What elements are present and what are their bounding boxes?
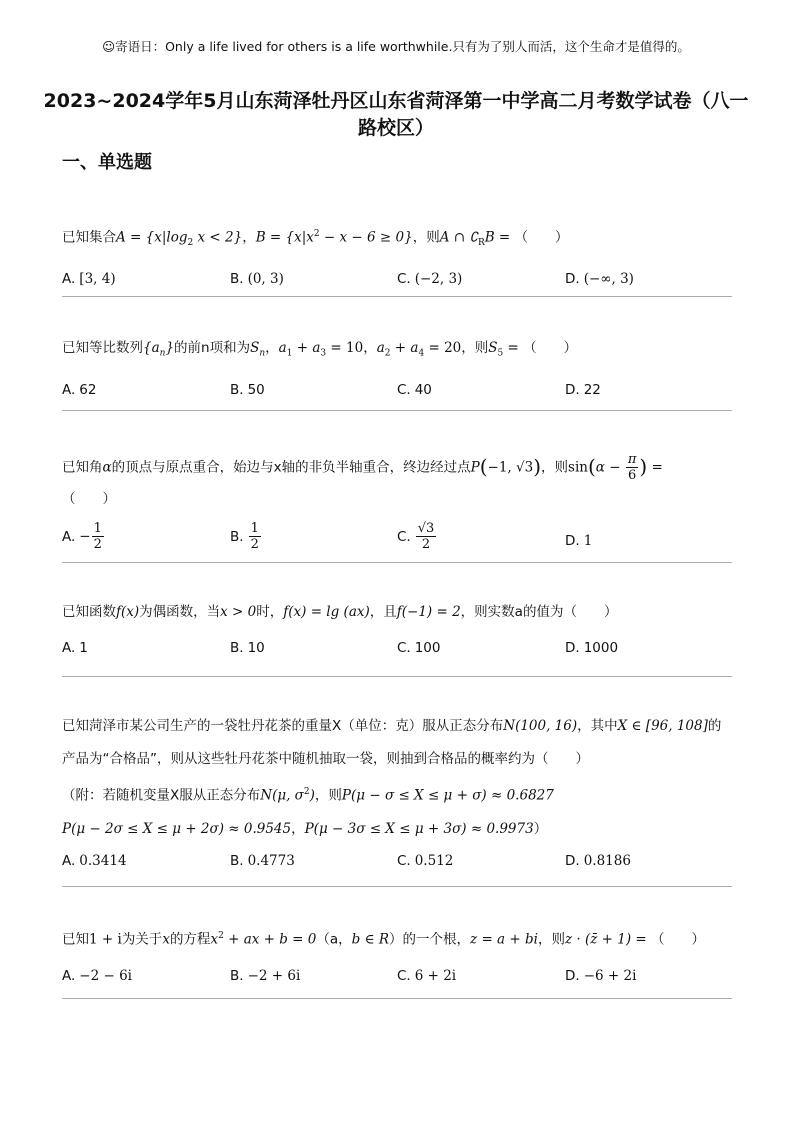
q3-math: )	[533, 454, 542, 479]
option-label: C.	[397, 528, 411, 545]
q4-text: ，则实数a的值为	[460, 604, 564, 620]
option-value: (0, 3)	[247, 271, 284, 288]
q3-math: =	[647, 459, 663, 476]
q5-text: ）	[533, 820, 548, 837]
q2-math: S	[250, 340, 260, 356]
question-1	[62, 224, 734, 291]
q2-math: {a	[143, 340, 160, 356]
q2-math: 4	[418, 348, 425, 359]
option-value: 1	[583, 533, 593, 549]
option-value: [3, 4)	[79, 271, 116, 288]
option-label: B.	[230, 381, 244, 398]
q5-math: P(μ − σ ≤ X ≤ μ + σ) ≈ 0.6827	[341, 787, 554, 804]
q2-text: ，则	[461, 340, 489, 356]
option-value: −2 + 6i	[247, 967, 301, 984]
option-label: B.	[230, 271, 244, 288]
q2-math: + a	[292, 340, 321, 356]
q5-math: X ∈ [96, 108]	[617, 718, 708, 734]
option-value: 0.4773	[247, 852, 295, 869]
q6-math: 1 + i	[89, 931, 122, 948]
q3-math: α	[102, 459, 112, 476]
option-label: A.	[62, 640, 76, 656]
q4-math: f(−1) = 2	[396, 604, 461, 620]
option-d[interactable]	[565, 269, 634, 289]
option-value: 0.8186	[583, 852, 631, 869]
q2-math: S	[488, 340, 498, 356]
q1-math: − x − 6 ≥ 0}	[319, 229, 413, 246]
q2-math: n	[259, 348, 266, 359]
option-d[interactable]	[565, 638, 618, 658]
question-divider	[62, 998, 732, 999]
q6-math: z = a + bi	[470, 931, 538, 948]
q5-text: ，	[291, 820, 305, 837]
q6-math: 2	[218, 931, 224, 941]
q2-math: 3	[320, 348, 327, 359]
q2-math: =	[503, 340, 524, 356]
q5-math: N(μ, σ	[260, 787, 304, 804]
q3-math: sin	[568, 459, 588, 476]
option-b[interactable]	[230, 966, 300, 986]
option-b[interactable]	[230, 851, 295, 871]
option-value: −6 + 2i	[583, 967, 637, 984]
option-label: D.	[565, 381, 580, 398]
option-a[interactable]	[62, 521, 105, 552]
option-b[interactable]	[230, 638, 265, 658]
option-label: B.	[230, 640, 244, 656]
q4-text: （ ）	[563, 604, 618, 620]
q5-math: 2	[303, 787, 310, 797]
option-value: 22	[583, 381, 601, 398]
option-b[interactable]	[230, 380, 265, 400]
question-6-options	[62, 966, 734, 988]
question-3-options	[62, 517, 734, 551]
option-label: D.	[565, 640, 580, 656]
q2-text: 已知等比数列	[62, 340, 143, 356]
question-1-stem	[62, 224, 734, 253]
question-5-line-3	[62, 782, 734, 806]
option-c[interactable]	[397, 638, 441, 658]
q6-math: x	[210, 931, 219, 948]
q4-math: x > 0	[220, 604, 257, 620]
option-label: C.	[397, 640, 411, 656]
question-divider	[62, 410, 732, 411]
q3-math: π	[627, 452, 637, 467]
option-label: A.	[62, 852, 76, 869]
question-1-options	[62, 269, 734, 291]
q5-math: )	[309, 787, 315, 804]
option-c[interactable]	[397, 966, 456, 986]
q2-math: n	[159, 348, 166, 359]
option-fraction	[92, 521, 104, 552]
option-value: (−2, 3)	[414, 271, 463, 288]
option-value: 1	[79, 640, 88, 656]
option-label: A.	[62, 528, 76, 545]
q3-math: 6	[627, 468, 637, 483]
option-label: B.	[230, 852, 244, 869]
q3-text: ，则	[541, 459, 569, 476]
question-5-line-2	[62, 749, 734, 769]
option-value: 0.3414	[79, 852, 127, 869]
q2-math: }	[165, 340, 175, 356]
q6-math: x	[162, 931, 170, 948]
question-3-stem	[62, 452, 734, 483]
option-label: A.	[62, 967, 76, 984]
question-4-stem	[62, 602, 734, 622]
option-label: A.	[62, 381, 76, 398]
option-fraction	[416, 521, 437, 552]
option-c[interactable]	[397, 269, 462, 289]
option-label: C.	[397, 852, 411, 869]
q6-text: 为关于	[121, 931, 163, 948]
q2-math: + a	[390, 340, 419, 356]
q2-text: （ ）	[523, 340, 578, 356]
option-label: D.	[565, 967, 580, 984]
q2-math: 5	[497, 348, 504, 359]
option-c[interactable]	[397, 851, 453, 871]
option-a[interactable]	[62, 269, 116, 289]
q4-text: 为偶函数，当	[139, 604, 221, 620]
option-value: 40	[414, 381, 432, 398]
q6-math: z · (z̄ + 1) =	[564, 931, 651, 948]
q6-text: 已知	[62, 931, 89, 948]
q6-text: 的方程	[169, 931, 211, 948]
exam-title: 2023~2024学年5月山东菏泽牡丹区山东省菏泽第一中学高二月考数学试卷（八一路校区）	[43, 90, 749, 139]
motto: ☺寄语日：Only a life lived for others is a life worthwhile.只有为了别人而活，这个生命才是值得的。	[102, 39, 690, 54]
option-a[interactable]	[62, 380, 96, 400]
question-6-stem	[62, 926, 734, 950]
q4-text: ，且	[369, 604, 397, 620]
q1-math: A = {x|log	[116, 229, 188, 246]
option-label: D.	[565, 271, 580, 288]
option-d[interactable]	[565, 531, 592, 551]
q6-math: + ax + b = 0	[223, 931, 317, 948]
q4-text: 已知函数	[62, 604, 116, 620]
option-value: (−∞, 3)	[583, 271, 634, 288]
option-d[interactable]	[565, 966, 636, 986]
q5-text: 已知菏泽市某公司生产的一袋牡丹花茶的重量X（单位：克）服从正态分布	[62, 718, 504, 734]
question-4	[62, 602, 734, 660]
option-value: 10	[247, 640, 265, 656]
q5-text: 产品为“合格品”，则从这些牡丹花茶中随机抽取一袋，则抽到合格品的概率约为（ ）	[62, 751, 589, 767]
q5-math: N(100, 16)	[503, 718, 578, 734]
question-5-options	[62, 851, 734, 873]
q5-text: （附：若随机变量X服从正态分布	[62, 787, 261, 804]
q5-text: ，其中	[577, 718, 618, 734]
q1-text: （ ）	[514, 229, 569, 246]
q4-text: 时，	[256, 604, 284, 620]
question-divider	[62, 296, 732, 297]
q2-math: 1	[286, 348, 293, 359]
q3-math: −1, √3	[487, 459, 534, 476]
option-label: C.	[397, 967, 411, 984]
q3-fraction	[626, 452, 639, 483]
option-value: 2	[93, 537, 102, 552]
option-label: C.	[397, 271, 411, 288]
question-5-line-4	[62, 819, 734, 839]
q2-text: ，	[363, 340, 377, 356]
q3-math: α −	[595, 459, 625, 476]
q6-math: b ∈ R	[351, 931, 390, 948]
question-2-stem	[62, 338, 734, 364]
section-title: 一、单选题	[62, 152, 152, 173]
question-2	[62, 338, 734, 402]
option-b[interactable]	[230, 521, 262, 552]
q5-text: 的	[707, 718, 722, 734]
q4-math: f(x) = lg (ax)	[283, 604, 370, 620]
q3-math: (	[587, 454, 596, 479]
question-divider	[62, 562, 732, 563]
option-label: B.	[230, 967, 244, 984]
q3-text: 已知角	[62, 459, 103, 476]
q1-math: 2	[313, 229, 320, 239]
option-value: 62	[79, 381, 97, 398]
option-value: 2	[421, 537, 431, 552]
q2-math: a	[376, 340, 385, 356]
option-value: −2 − 6i	[79, 967, 132, 984]
option-fraction	[249, 521, 261, 552]
option-label: A.	[62, 271, 76, 288]
q4-math: f(x)	[116, 604, 140, 620]
option-value: 1000	[583, 640, 619, 656]
question-5-line-1	[62, 716, 734, 736]
option-c[interactable]	[397, 521, 437, 552]
q1-text: 已知集合	[62, 229, 116, 246]
q5-math: P(μ − 2σ ≤ X ≤ μ + 2σ) ≈ 0.9545	[62, 820, 292, 837]
question-3	[62, 452, 734, 551]
q1-math: B =	[484, 229, 515, 246]
option-b[interactable]	[230, 269, 284, 289]
q6-text: ，则	[537, 931, 565, 948]
option-a[interactable]	[62, 638, 88, 658]
option-label: B.	[230, 528, 244, 545]
q1-math: x < 2}	[193, 229, 243, 246]
option-d[interactable]	[565, 380, 601, 400]
option-a[interactable]	[62, 966, 132, 986]
option-c[interactable]	[397, 380, 432, 400]
question-6	[62, 926, 734, 988]
option-value: −	[79, 528, 91, 545]
q2-text: ，	[265, 340, 279, 356]
q2-text: 的前n项和为	[174, 340, 251, 356]
q6-text: （a，	[316, 931, 352, 948]
option-value: 1	[93, 521, 102, 536]
option-label: D.	[565, 533, 580, 549]
question-5	[62, 716, 734, 873]
q5-math: P(μ − 3σ ≤ X ≤ μ + 3σ) ≈ 0.9973	[304, 820, 534, 837]
option-d[interactable]	[565, 851, 631, 871]
option-value: 100	[414, 640, 441, 656]
question-4-options	[62, 638, 734, 660]
option-value: 1	[250, 521, 259, 536]
option-label: D.	[565, 852, 580, 869]
option-value: 0.512	[414, 852, 454, 869]
option-a[interactable]	[62, 851, 127, 871]
q2-math: a	[278, 340, 287, 356]
q3-text: 的顶点与原点重合，始边与x轴的非负半轴重合，终边经过点	[111, 459, 471, 476]
q6-text: （ ）	[650, 931, 705, 948]
q1-math: A ∩ ∁	[439, 229, 478, 246]
q1-math: B = {x|x	[255, 229, 314, 246]
q5-text: ，则	[314, 787, 342, 804]
option-value: 6 + 2i	[414, 967, 457, 984]
q3-math: )	[639, 454, 648, 479]
option-value: √3	[417, 521, 435, 536]
q1-math: R	[477, 238, 485, 249]
q2-math: = 20	[424, 340, 462, 356]
q2-math: = 10	[326, 340, 364, 356]
question-divider	[62, 886, 732, 887]
q2-math: 2	[384, 348, 391, 359]
q1-text: ，则	[412, 229, 440, 246]
q3-math: (	[479, 454, 488, 479]
q1-math: 2	[187, 238, 194, 249]
option-value: 2	[250, 537, 259, 552]
question-divider	[62, 676, 732, 677]
q3-math: P	[470, 459, 480, 476]
q6-text: ）的一个根，	[389, 931, 471, 948]
option-value: 50	[247, 381, 265, 398]
option-label: C.	[397, 381, 411, 398]
q1-text: ，	[242, 229, 256, 246]
question-2-options	[62, 380, 734, 402]
q3-text: （ ）	[62, 491, 116, 507]
